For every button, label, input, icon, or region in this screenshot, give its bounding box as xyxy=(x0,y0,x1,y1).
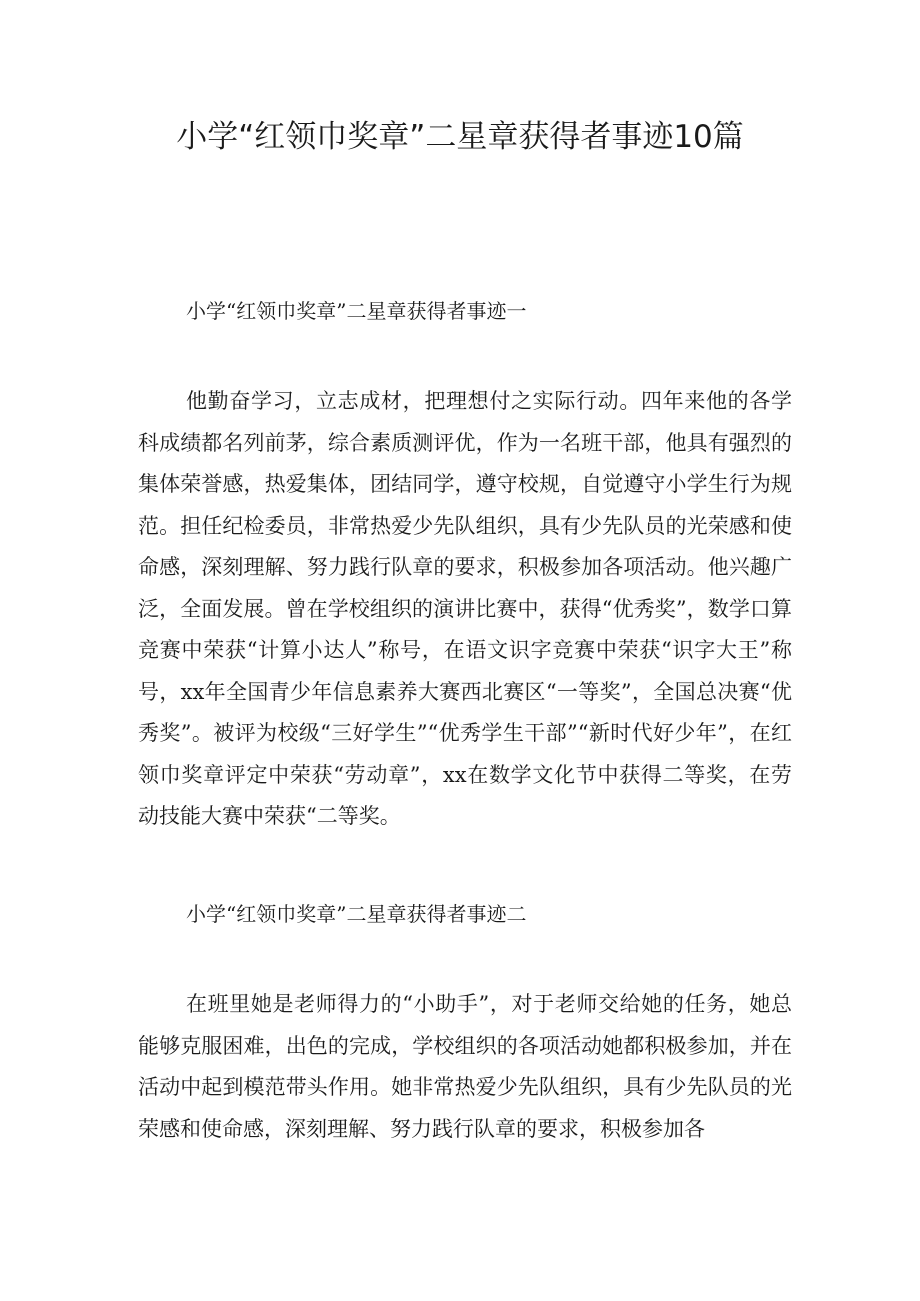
section-heading-2: 小学“红领巾奖章”二星章获得者事迹二 xyxy=(186,902,527,926)
section-heading-1: 小学“红领巾奖章”二星章获得者事迹一 xyxy=(186,299,527,323)
section-body-2: 在班里她是老师得力的“小助手”，对于老师交给她的任务，她总能够克服困难，出色的完成，学校组织的各项活动她都积极参加，并在活动中起到模范带头作用。她非常热爱少先队组织，具有少先队员的光荣感和使命感，深刻理解、努力践行队章的要求，积极参加各 xyxy=(138,992,792,1141)
section-body-1: 他勤奋学习，立志成材，把理想付之实际行动。四年来他的各学科成绩都名列前茅，综合素质测评优，作为一名班干部，他具有强烈的集体荣誉感，热爱集体，团结同学，遵守校规，自觉遵守小学生行为规范。担任纪检委员，非常热爱少先队组织，具有少先队员的光荣感和使命感，深刻理解、努力践行队章的要求，积极参加各项活动。他兴趣广泛，全面发展。曾在学校组织的演讲比赛中，获得“优秀奖”，数学口算竞赛中荣获“计算小达人”称号，在语文识字竞赛中荣获“识字大王”称号，xx年全国青少年信息素养大赛西北赛区“一等奖”，全国总决赛“优秀奖”。被评为校级“三好学生”“优秀学生干部”“新时代好少年”，在红领巾奖章评定中荣获“劳动章”，xx在数学文化节中获得二等奖，在劳动技能大赛中荣获“二等奖。 xyxy=(138,389,792,828)
document-title: 小学“红领巾奖章”二星章获得者事迹10篇 xyxy=(176,119,744,155)
